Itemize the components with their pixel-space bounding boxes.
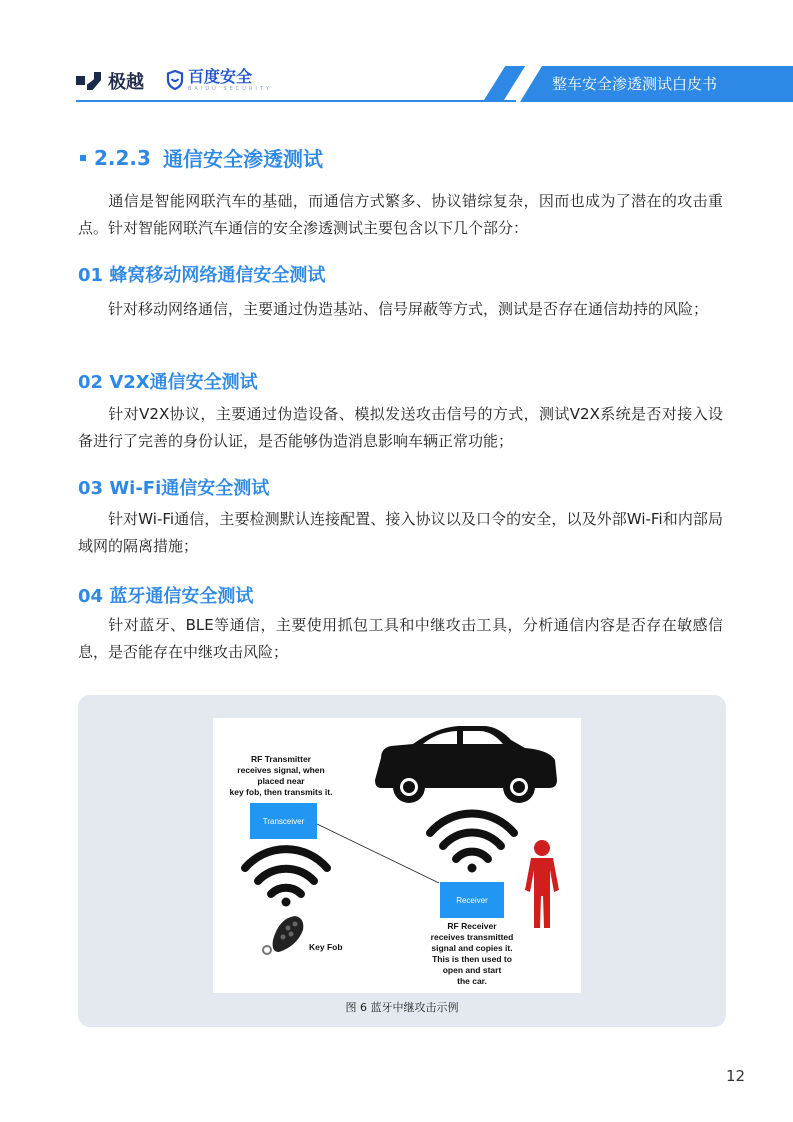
figure-caption: 图 6 蓝牙中继攻击示例 xyxy=(345,1001,459,1014)
section-title: 通信安全渗透测试 xyxy=(162,147,323,171)
document-title: 整车安全渗透测试白皮书 xyxy=(552,75,718,93)
receiver-text-4: This is then used to xyxy=(432,954,512,964)
relay-line xyxy=(317,824,439,883)
receiver-text-2: receives transmitted xyxy=(430,932,514,942)
subsection-title-4: 04 蓝牙通信安全测试 xyxy=(78,586,254,607)
transmitter-text-3: placed near xyxy=(257,776,305,786)
baidu-security-logo xyxy=(166,68,272,92)
wifi-signal-icon-car xyxy=(430,814,514,873)
jiyue-logo-icon xyxy=(76,72,102,90)
transmitter-text-2: receives signal, when xyxy=(237,765,325,775)
receiver-text-5: open and start xyxy=(442,965,502,975)
relay-attack-diagram xyxy=(213,718,581,993)
baidu-brand-name: 百度安全 xyxy=(188,67,253,86)
wifi-signal-icon-keyfob xyxy=(245,849,327,906)
subsection-text-1: 针对移动网络通信，主要通过伪造基站、信号屏蔽等方式，测试是否存在通信劫持的风险； xyxy=(108,300,709,318)
jiyue-logo xyxy=(76,68,144,94)
transmitter-text-1: RF Transmitter xyxy=(251,754,311,764)
subsection-text-2: 针对V2X协议，主要通过伪造设备、模拟发送攻击信号的方式，测试V2X系统是否对接入设备进行了完善的身份认证，是否能够伪造消息影响车辆正常功能； xyxy=(78,405,723,450)
subsection-title-3: 03 Wi-Fi通信安全测试 xyxy=(78,478,270,499)
page-header xyxy=(0,62,793,104)
jiyue-brand-name: 极越 xyxy=(108,72,144,93)
receiver-text-6: the car. xyxy=(457,976,487,986)
transceiver-label: Transceiver xyxy=(262,817,305,826)
shield-icon xyxy=(166,70,184,90)
header-stripe xyxy=(483,66,525,102)
header-rule xyxy=(76,100,516,102)
baidu-brand-sub: BAIDU SECURITY xyxy=(188,86,272,92)
subsection-body-4 xyxy=(78,612,723,666)
receiver-text-1: RF Receiver xyxy=(447,921,497,931)
subsection-title-2: 02 V2X通信安全测试 xyxy=(78,372,258,393)
subsection-body-2 xyxy=(78,401,723,455)
subsection-body-1 xyxy=(78,296,723,323)
receiver-text-3: signal and copies it. xyxy=(431,943,513,953)
page-number: 12 xyxy=(726,1067,746,1085)
intro-text: 通信是智能网联汽车的基础，而通信方式繁多、协议错综复杂，因而也成为了潜在的攻击重点。针对智能网联汽车通信的安全渗透测试主要包含以下几个部分： xyxy=(78,192,723,237)
subsection-body-3 xyxy=(78,506,723,560)
key-fob-label: Key Fob xyxy=(309,942,343,952)
key-fob-icon xyxy=(263,916,303,954)
transmitter-text-4: key fob, then transmits it. xyxy=(229,787,333,797)
intro-paragraph xyxy=(78,188,723,242)
subsection-text-3: 针对Wi-Fi通信，主要检测默认连接配置、接入协议以及口令的安全，以及外部Wi-Fi和内部局域网的隔离措施； xyxy=(78,510,723,555)
section-number: 2.2.3 xyxy=(94,145,151,170)
subsection-title-1: 01 蜂窝移动网络通信安全测试 xyxy=(78,265,326,286)
receiver-label: Receiver xyxy=(456,896,488,905)
car-icon xyxy=(375,726,557,803)
section-heading xyxy=(80,143,323,172)
section-bullet xyxy=(80,155,86,161)
person-icon xyxy=(525,840,559,928)
subsection-text-4: 针对蓝牙、BLE等通信，主要使用抓包工具和中继攻击工具，分析通信内容是否存在敏感信息，是否能存在中继攻击风险； xyxy=(78,616,723,661)
